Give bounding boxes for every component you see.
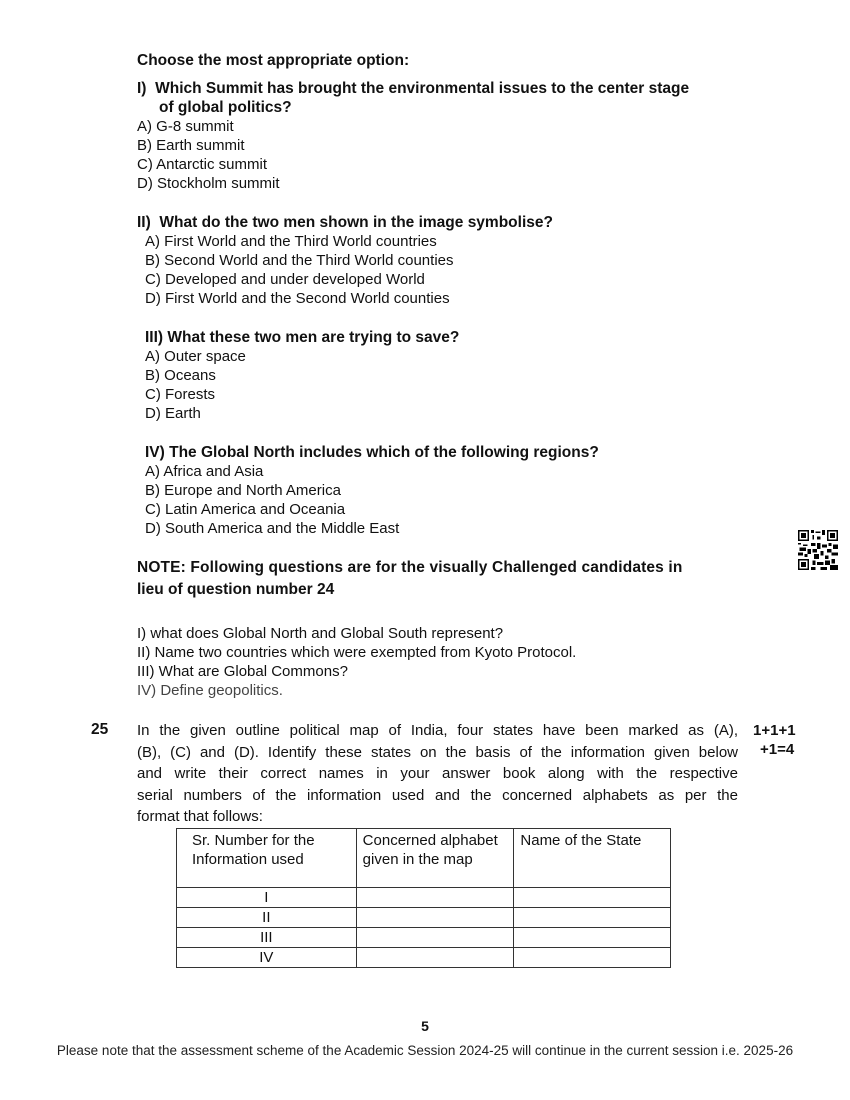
table-cell-state — [514, 888, 671, 908]
note-line-1: NOTE: Following questions are for the visually Challenged candidates in — [137, 559, 683, 576]
vi-question-2: II) Name two countries which were exempted from Kyoto Protocol. — [137, 644, 577, 661]
table-row — [177, 908, 671, 928]
vi-question-1: I) what does Global North and Global South represent? — [137, 625, 504, 642]
question-3-option-d: D) Earth — [145, 405, 201, 422]
question-25-line-2: (B), (C) and (D). Identify these states on the basis of the information given below — [137, 743, 738, 761]
marks-line-1: 1+1+1 — [753, 722, 796, 739]
question-25-number: 25 — [91, 721, 109, 738]
question-3-option-a: A) Outer space — [145, 348, 246, 365]
table-cell-sr: IV — [177, 948, 357, 968]
qr-code-icon — [798, 530, 838, 570]
table-row — [177, 928, 671, 948]
question-25-line-1: In the given outline political map of India, four states have been marked as (A), — [137, 722, 738, 739]
page-number: 5 — [421, 1018, 429, 1034]
question-3-option-b: B) Oceans — [145, 367, 216, 384]
question-1-number: I) — [137, 80, 147, 97]
question-2-text: II) What do the two men shown in the image symbolise? — [137, 214, 553, 231]
question-1-text-cont: of global politics? — [159, 99, 292, 116]
question-4-option-a: A) Africa and Asia — [145, 463, 264, 480]
question-4-option-b: B) Europe and North America — [145, 482, 341, 499]
table-header-alphabet: Concerned alphabet given in the map — [356, 829, 514, 888]
question-2-option-a: A) First World and the Third World countries — [145, 233, 437, 250]
question-25-line-4: serial numbers of the information used and the concerned alphabets as per the — [137, 786, 738, 804]
question-3-text: III) What these two men are trying to save? — [145, 329, 460, 346]
question-2-option-b: B) Second World and the Third World counties — [145, 252, 454, 269]
table-header-state-name: Name of the State — [514, 829, 671, 888]
table-cell-alphabet — [356, 928, 514, 948]
table-header-sr-number: Sr. Number for the Information used — [177, 829, 357, 888]
question-3-number: III) — [145, 329, 164, 346]
question-2-option-c: C) Developed and under developed World — [145, 271, 425, 288]
table-row — [177, 888, 671, 908]
question-2-option-d: D) First World and the Second World counties — [145, 290, 450, 307]
question-4-text: IV) The Global North includes which of the following regions? — [145, 444, 599, 461]
table-cell-state — [514, 908, 671, 928]
table-cell-state — [514, 928, 671, 948]
table-cell-sr: III — [177, 928, 357, 948]
question-4-option-d: D) South America and the Middle East — [145, 520, 400, 537]
question-1-option-c: C) Antarctic summit — [137, 156, 268, 173]
vi-question-3: III) What are Global Commons? — [137, 663, 348, 680]
question-4-option-c: C) Latin America and Oceania — [145, 501, 346, 518]
question-3-option-c: C) Forests — [145, 386, 216, 403]
table-cell-alphabet — [356, 908, 514, 928]
table-cell-alphabet — [356, 888, 514, 908]
question-1-option-a: A) G-8 summit — [137, 118, 234, 135]
question-2-number: II) — [137, 214, 151, 231]
table-row — [177, 948, 671, 968]
question-25-text — [137, 720, 738, 828]
question-25-line-3: and write their correct names in your answer book along with the respective — [137, 765, 738, 782]
note-line-2: lieu of question number 24 — [137, 581, 335, 598]
answer-format-table — [176, 828, 671, 968]
question-1-option-d: D) Stockholm summit — [137, 175, 280, 192]
instruction-heading: Choose the most appropriate option: — [137, 52, 410, 69]
footer-note: Please note that the assessment scheme of the Academic Session 2024-25 will continue in the current session i.e. 2025-26 — [56, 1043, 794, 1058]
question-1-option-b: B) Earth summit — [137, 137, 245, 154]
table-cell-sr: I — [177, 888, 357, 908]
marks-line-2: +1=4 — [760, 741, 795, 758]
question-4-number: IV) — [145, 444, 165, 461]
question-25-line-5: format that follows: — [137, 808, 263, 825]
question-1-text: I) Which Summit has brought the environmental issues to the center stage — [137, 80, 690, 97]
vi-question-4: IV) Define geopolitics. — [137, 682, 283, 699]
table-cell-state — [514, 948, 671, 968]
table-cell-alphabet — [356, 948, 514, 968]
table-cell-sr: II — [177, 908, 357, 928]
